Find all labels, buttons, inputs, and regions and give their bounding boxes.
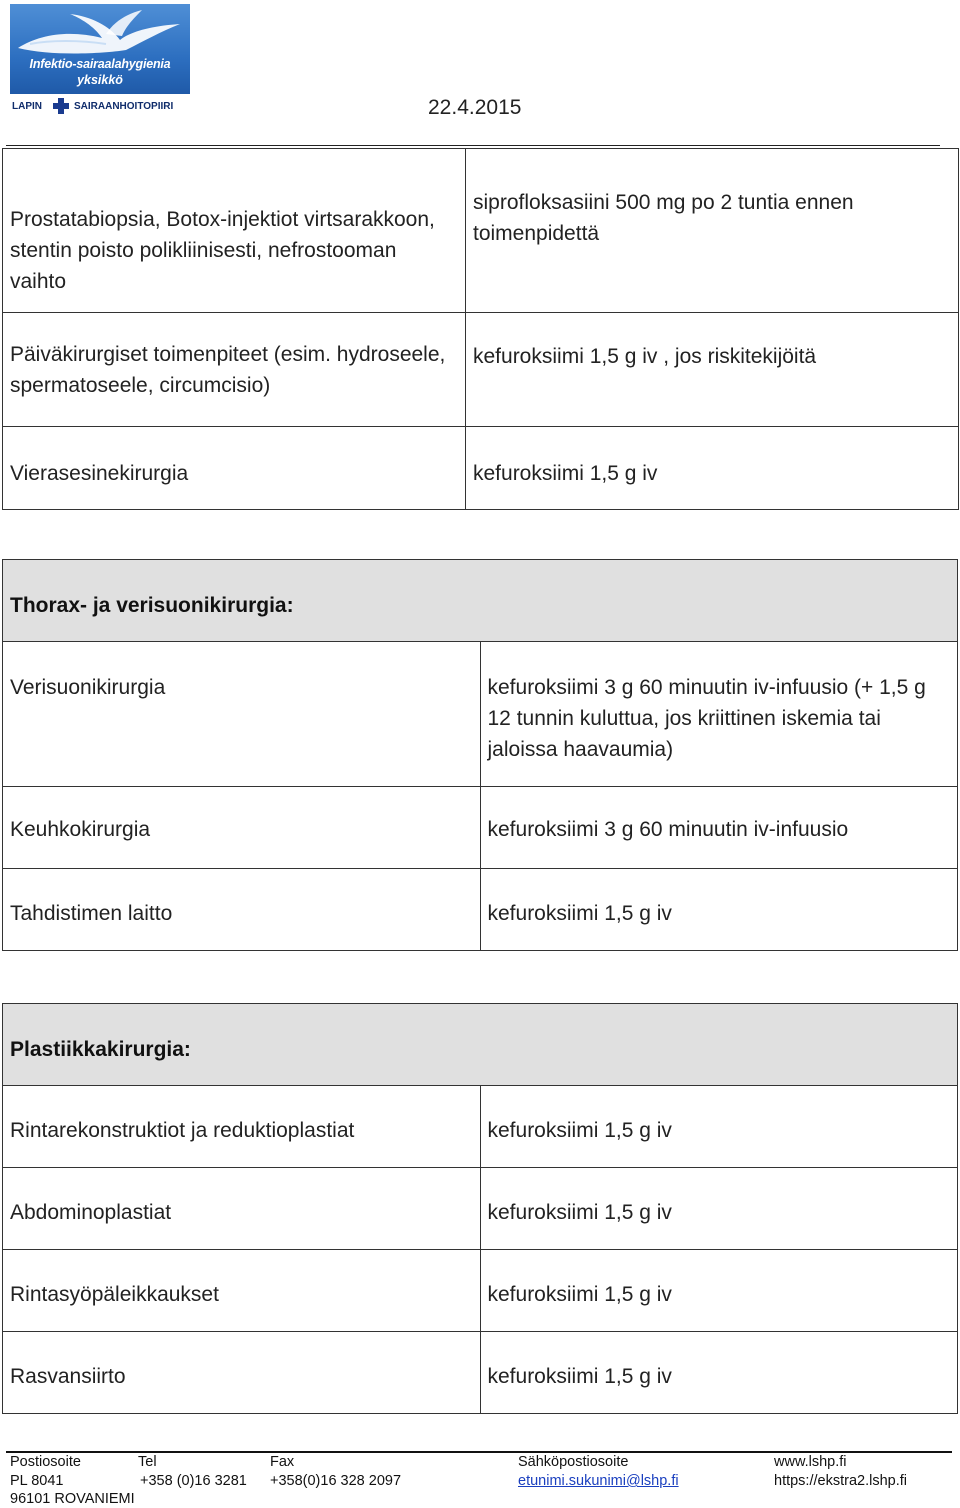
procedure-table-plastic xyxy=(2,1003,958,1414)
procedure-cell: Rintasyöpäleikkaukset xyxy=(3,1250,481,1332)
footer-email-label: Sähköpostiosoite xyxy=(518,1454,629,1470)
procedure-cell: Keuhkokirurgia xyxy=(3,787,481,869)
prophylaxis-cell: kefuroksiimi 1,5 g iv , jos riskitekijöitä xyxy=(466,313,959,427)
footer-postal-label: Postiosoite xyxy=(10,1454,81,1470)
footer-fax-value: +358(0)16 328 2097 xyxy=(270,1473,402,1489)
table-row xyxy=(3,1168,958,1250)
footer-tel-label: Tel xyxy=(138,1454,157,1470)
footer-fax-label: Fax xyxy=(270,1454,295,1470)
section-heading-plastic: Plastiikkakirurgia: xyxy=(3,1004,958,1086)
table-row xyxy=(3,313,959,427)
table-row xyxy=(3,560,958,642)
section-heading-thorax: Thorax- ja verisuonikirurgia: xyxy=(3,560,958,642)
footer-postal-line1: PL 8041 xyxy=(10,1473,64,1489)
document-date: 22.4.2015 xyxy=(428,96,522,119)
procedure-table-urology xyxy=(2,148,959,510)
procedure-cell: Verisuonikirurgia xyxy=(3,642,481,787)
footer-web-label[interactable]: www.lshp.fi xyxy=(774,1454,847,1470)
cross-icon xyxy=(52,97,70,115)
procedure-table-thorax xyxy=(2,559,958,951)
table-row xyxy=(3,1004,958,1086)
prophylaxis-cell: kefuroksiimi 3 g 60 minuutin iv-infuusio (+ 1,5 g 12 tunnin kuluttua, jos kriittinen iskemia tai jaloissa haavaumia) xyxy=(480,642,958,787)
logo-org-left: LAPIN xyxy=(12,101,42,112)
footer-divider xyxy=(6,1451,952,1453)
table-row xyxy=(3,1332,958,1414)
swan-icon xyxy=(10,4,190,64)
footer-email-link[interactable]: etunimi.sukunimi@lshp.fi xyxy=(518,1473,679,1489)
table-row xyxy=(3,427,959,510)
footer-tel-value: +358 (0)16 3281 xyxy=(140,1473,247,1489)
procedure-cell: Rasvansiirto xyxy=(3,1332,481,1414)
logo-banner xyxy=(10,4,190,94)
prophylaxis-cell: kefuroksiimi 1,5 g iv xyxy=(480,1168,958,1250)
table-row xyxy=(3,149,959,313)
footer-postal-line2: 96101 ROVANIEMI xyxy=(10,1491,135,1507)
organization-logo xyxy=(10,4,190,116)
table-row xyxy=(3,1250,958,1332)
header-divider xyxy=(6,145,940,146)
procedure-cell: Abdominoplastiat xyxy=(3,1168,481,1250)
logo-title: Infektio-sairaalahygienia xyxy=(29,57,171,71)
logo-subtitle: yksikkö xyxy=(77,73,123,87)
footer-web-link[interactable]: https://ekstra2.lshp.fi xyxy=(774,1473,907,1489)
table-row xyxy=(3,869,958,951)
prophylaxis-cell: kefuroksiimi 1,5 g iv xyxy=(466,427,959,510)
prophylaxis-cell: kefuroksiimi 1,5 g iv xyxy=(480,1332,958,1414)
procedure-cell: Vierasesinekirurgia xyxy=(3,427,466,510)
table-row xyxy=(3,787,958,869)
procedure-cell: Päiväkirurgiset toimenpiteet (esim. hydroseele, spermatoseele, circumcisio) xyxy=(3,313,466,427)
prophylaxis-cell: kefuroksiimi 1,5 g iv xyxy=(480,1250,958,1332)
table-row xyxy=(3,642,958,787)
logo-org-row xyxy=(12,97,192,115)
prophylaxis-cell: siprofloksasiini 500 mg po 2 tuntia ennen toimenpidettä xyxy=(466,149,959,313)
procedure-cell: Rintarekonstruktiot ja reduktioplastiat xyxy=(3,1086,481,1168)
procedure-cell: Prostatabiopsia, Botox-injektiot virtsarakkoon, stentin poisto polikliinisesti, nefrostooman vaihto xyxy=(3,149,466,313)
prophylaxis-cell: kefuroksiimi 3 g 60 minuutin iv-infuusio xyxy=(480,787,958,869)
table-row xyxy=(3,1086,958,1168)
prophylaxis-cell: kefuroksiimi 1,5 g iv xyxy=(480,1086,958,1168)
logo-org-right: SAIRAANHOITOPIIRI xyxy=(74,101,174,112)
procedure-cell: Tahdistimen laitto xyxy=(3,869,481,951)
prophylaxis-cell: kefuroksiimi 1,5 g iv xyxy=(480,869,958,951)
